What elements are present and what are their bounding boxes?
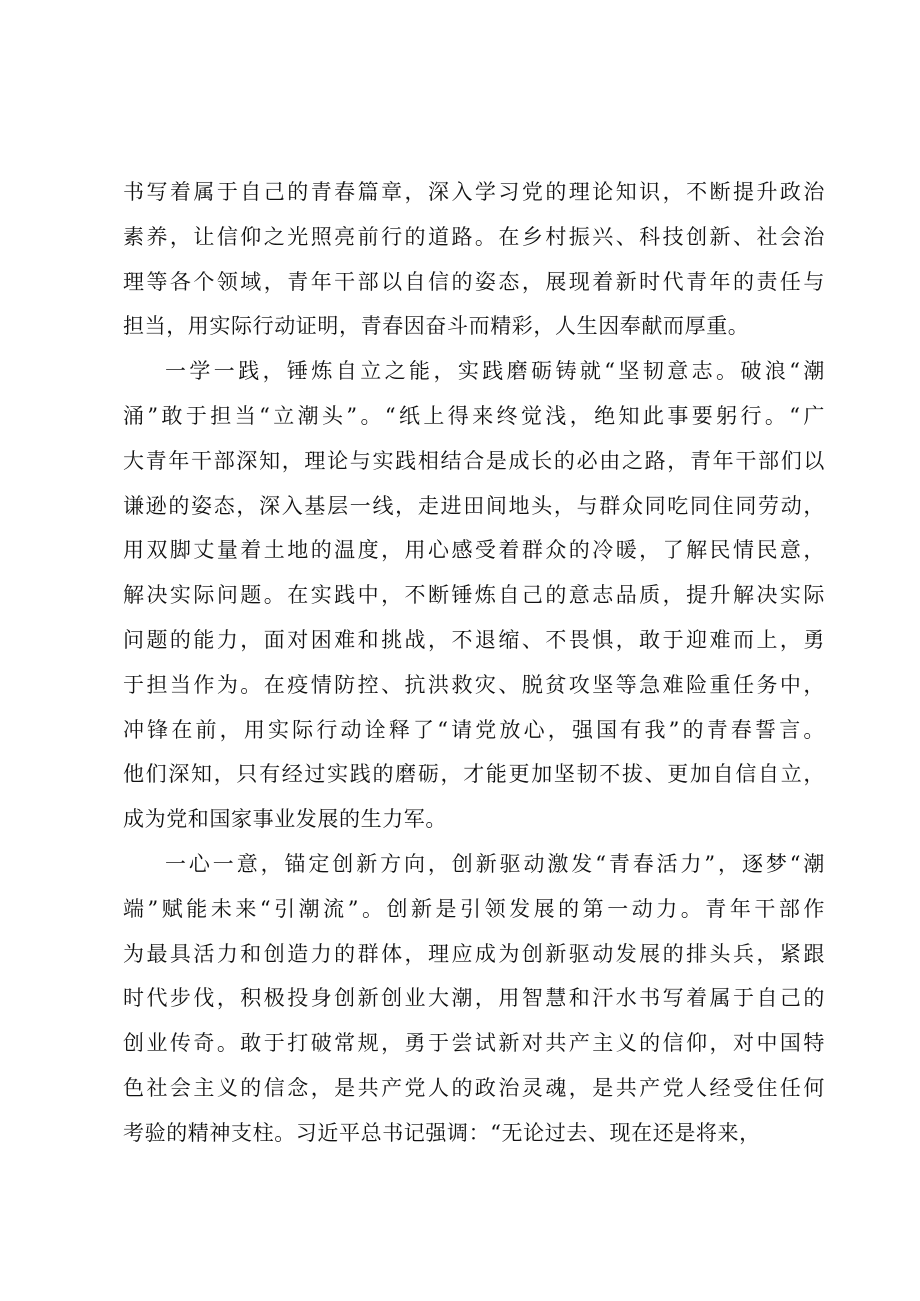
text-line: 端”赋能未来“引潮流”。创新是引领发展的第一动力。青年干部作 — [123, 896, 825, 921]
text-line: 担当，用实际行动证明，青春因奋斗而精彩，人生因奉献而厚重。 — [123, 314, 750, 339]
text-line: 书写着属于自己的青春篇章，深入学习党的理论知识，不断提升政治 — [123, 180, 825, 204]
text-line: 创业传奇。敢于打破常规，勇于尝试新对共产主义的信仰，对中国特 — [123, 1031, 825, 1056]
text-line: 于担当作为。在疫情防控、抗洪救灾、脱贫攻坚等急难险重任务中， — [123, 672, 825, 697]
text-line: 他们深知，只有经过实践的磨砺，才能更加坚韧不拔、更加自信自立， — [123, 762, 825, 787]
text-line: 一学一践，锤炼自立之能，实践磨砺铸就“坚韧意志。破浪“潮 — [165, 359, 825, 384]
text-line: 冲锋在前，用实际行动诠释了“请党放心，强国有我”的青春誓言。 — [123, 717, 825, 742]
paragraph — [123, 170, 825, 349]
text-line: 涌”敢于担当“立潮头”。“纸上得来终觉浅，绝知此事要躬行。“广 — [123, 403, 825, 428]
text-line: 成为党和国家事业发展的生力军。 — [123, 807, 447, 832]
text-line: 素养，让信仰之光照亮前行的道路。在乡村振兴、科技创新、社会治 — [123, 224, 825, 249]
text-line: 大青年干部深知，理论与实践相结合是成长的必由之路，青年干部们以 — [123, 448, 825, 473]
text-line: 问题的能力，面对困难和挑战，不退缩、不畏惧，敢于迎难而上，勇 — [123, 627, 825, 652]
text-line: 解决实际问题。在实践中，不断锤炼自己的意志品质，提升解决实际 — [123, 583, 825, 608]
text-line: 色社会主义的信念，是共产党人的政治灵魂，是共产党人经受住任何 — [123, 1075, 825, 1100]
text-line: 一心一意，锚定创新方向，创新驱动激发“青春活力”，逐梦“潮 — [165, 851, 825, 876]
text-line: 考验的精神支柱。习近平总书记强调：“无论过去、现在还是将来， — [123, 1120, 761, 1145]
document-body — [123, 170, 825, 1156]
text-line: 时代步伐，积极投身创新创业大潮，用智慧和汗水书写着属于自己的 — [123, 986, 825, 1011]
text-line: 为最具活力和创造力的群体，理应成为创新驱动发展的排头兵，紧跟 — [123, 941, 825, 966]
paragraph — [123, 842, 825, 1156]
text-line: 谦逊的姿态，深入基层一线，走进田间地头，与群众同吃同住同劳动， — [123, 493, 825, 518]
paragraph — [123, 349, 825, 842]
text-line: 理等各个领域，青年干部以自信的姿态，展现着新时代青年的责任与 — [123, 269, 825, 294]
text-line: 用双脚丈量着土地的温度，用心感受着群众的冷暖，了解民情民意， — [123, 538, 825, 563]
